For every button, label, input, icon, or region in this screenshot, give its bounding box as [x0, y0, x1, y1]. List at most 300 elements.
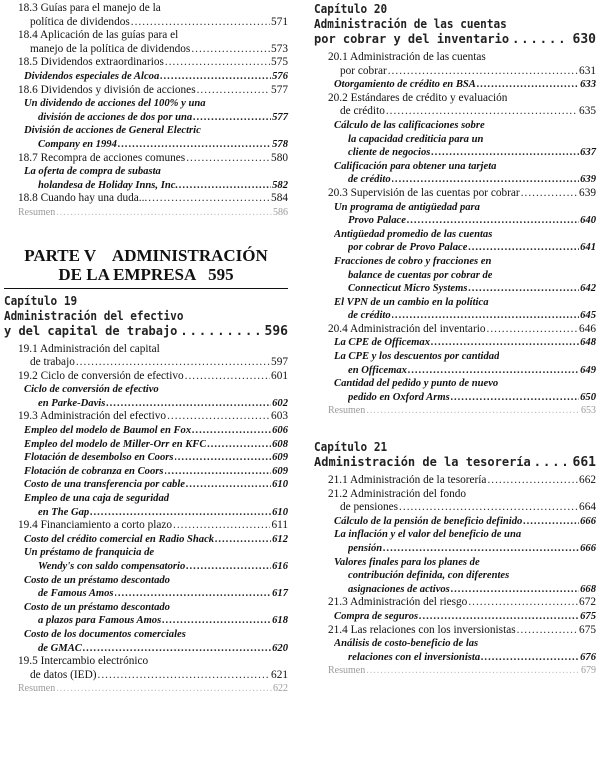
toc-subentry	[4, 506, 288, 520]
entry-page: 640	[580, 215, 596, 227]
chapter-19-entries	[4, 343, 288, 696]
entry-page: 631	[579, 64, 596, 77]
toc-entry	[314, 105, 596, 119]
chapter-page: 630	[572, 32, 596, 47]
entry-title: de datos (IED)	[30, 668, 97, 681]
dot-leader	[193, 111, 271, 125]
entry-page: 635	[579, 105, 596, 118]
dot-leader	[388, 65, 578, 79]
toc-subentry	[314, 569, 596, 583]
entry-page: 601	[271, 369, 288, 382]
entry-title: de GMAC	[38, 642, 82, 654]
dot-leader	[468, 241, 579, 255]
entry-title: 19.1 Administración del capital	[18, 342, 160, 355]
entry-page: 666	[580, 515, 596, 527]
entry-page: 582	[272, 179, 288, 191]
toc-subentry	[4, 642, 288, 656]
entry-title: La inflación y el valor del beneficio de una	[334, 529, 522, 541]
toc-entry	[314, 474, 596, 488]
entry-title: 18.3 Guías para el manejo de la	[18, 2, 161, 14]
dot-leader	[215, 533, 271, 547]
entry-title: por cobrar de Provo Palace	[348, 242, 468, 254]
toc-subentry	[4, 478, 288, 492]
entry-title: 20.4 Administración del inventario	[328, 322, 486, 335]
toc-entry	[4, 43, 288, 57]
toc-subentry	[314, 350, 596, 364]
toc-entry	[314, 65, 596, 79]
entry-title: de pensiones	[340, 501, 399, 514]
entry-page: 675	[580, 610, 596, 622]
dot-leader	[165, 56, 270, 70]
toc-subentry	[4, 546, 288, 560]
entry-page: 675	[579, 623, 596, 636]
dot-leader	[98, 669, 271, 683]
entry-page: 609	[272, 452, 288, 464]
toc-entry	[314, 596, 596, 610]
entry-page: 622	[273, 683, 288, 695]
entry-page: 610	[272, 479, 288, 491]
chapter-title-line	[314, 455, 596, 470]
entry-title: Costo de un préstamo descontado	[24, 601, 170, 613]
entry-title: 21.1 Administración de la tesorería	[328, 474, 487, 487]
toc-entry	[4, 682, 288, 696]
entry-page: 646	[579, 322, 596, 335]
entry-page: 620	[272, 642, 288, 654]
dot-leader	[148, 192, 270, 206]
toc-subentry	[4, 165, 288, 179]
entry-title: 19.3 Administración del efectivo	[18, 410, 167, 423]
entry-title: 18.4 Aplicación de las guías para el	[18, 29, 179, 42]
toc-entry	[4, 655, 288, 669]
entry-title: Empleo del modelo de Miller-Orr en KFC	[24, 438, 207, 450]
dot-leader	[366, 664, 580, 678]
chapter-18-entries	[4, 2, 288, 220]
toc-entry	[4, 152, 288, 166]
dot-leader	[451, 391, 579, 405]
entry-title: Costo de una transferencia por cable	[24, 479, 185, 491]
entry-title: Valores finales para los planes de	[334, 556, 480, 568]
entry-title: 18.8 Cuando hay una duda...	[18, 192, 148, 205]
toc-subentry	[314, 377, 596, 391]
entry-title: 20.2 Estándares de crédito y evaluación	[328, 91, 508, 104]
entry-title: Cálculo de las calificaciones sobre	[334, 119, 485, 131]
entry-page: 648	[580, 337, 596, 349]
toc-entry	[4, 356, 288, 370]
toc-entry	[4, 2, 288, 16]
toc-subentry	[4, 628, 288, 642]
dot-leader	[186, 152, 270, 166]
dot-leader	[534, 455, 570, 470]
toc-subentry	[4, 465, 288, 479]
toc-subentry	[4, 97, 288, 111]
toc-subentry	[4, 70, 288, 84]
dot-leader	[468, 282, 579, 296]
dot-leader	[197, 84, 270, 98]
entry-page: 575	[271, 56, 288, 69]
entry-page: 597	[271, 356, 288, 369]
toc-subentry	[314, 364, 596, 378]
entry-title: Antigüedad promedio de las cuentas	[334, 228, 493, 240]
toc-subentry	[314, 255, 596, 269]
entry-page: 606	[272, 425, 288, 437]
toc-subentry	[314, 160, 596, 174]
entry-title: Costo de los documentos comerciales	[24, 628, 186, 640]
toc-entry	[4, 410, 288, 424]
dot-leader	[468, 596, 578, 610]
entry-title: 20.1 Administración de las cuentas	[328, 51, 486, 63]
toc-subentry	[314, 528, 596, 542]
entry-page: 679	[581, 665, 596, 677]
entry-title: Costo de un préstamo descontado	[24, 574, 170, 586]
entry-page: 577	[271, 83, 288, 96]
toc-subentry	[4, 424, 288, 438]
toc-subentry	[4, 492, 288, 506]
entry-title: Connecticut Micro Systems	[348, 283, 468, 295]
dot-leader	[451, 583, 579, 597]
toc-entry	[314, 92, 596, 106]
entry-page: 653	[581, 405, 596, 417]
entry-page: 608	[272, 438, 288, 450]
entry-page: 610	[272, 506, 288, 518]
dot-leader	[106, 397, 271, 411]
entry-title: 19.4 Financiamiento a corto plazo	[18, 519, 173, 532]
toc-subentry	[4, 614, 288, 628]
dot-leader	[162, 614, 271, 628]
toc-subentry	[314, 583, 596, 597]
entry-page: 664	[579, 501, 596, 514]
toc-entry	[4, 16, 288, 30]
entry-title: cliente de negocios	[348, 147, 431, 159]
dot-leader	[419, 610, 579, 624]
dot-leader	[523, 515, 579, 529]
toc-subentry	[314, 336, 596, 350]
entry-page: 668	[580, 583, 596, 595]
entry-title: de crédito	[348, 310, 391, 322]
entry-title: Costo del crédito comercial en Radio Shack	[24, 533, 215, 545]
dot-leader	[399, 501, 578, 515]
entry-title: 21.2 Administración del fondo	[328, 487, 467, 500]
entry-title: Resumen	[18, 683, 56, 695]
dot-leader	[167, 410, 270, 424]
dot-leader	[477, 78, 579, 92]
dot-leader	[521, 187, 578, 201]
entry-title: por cobrar	[340, 64, 387, 77]
toc-entry	[314, 501, 596, 515]
dot-leader	[90, 506, 271, 520]
dot-leader	[487, 474, 578, 488]
entry-title: Company en 1994	[38, 138, 117, 150]
entry-page: 612	[272, 533, 288, 545]
entry-title: 18.6 Dividendos y división de acciones	[18, 83, 196, 96]
entry-page: 586	[273, 206, 288, 218]
toc-subentry	[314, 515, 596, 529]
entry-title: de Famous Amos	[38, 588, 114, 600]
dot-leader	[192, 424, 271, 438]
dot-leader	[175, 451, 272, 465]
toc-subentry	[314, 269, 596, 283]
part-heading	[4, 246, 288, 284]
entry-page: 603	[271, 410, 288, 423]
entry-title: Dividendos especiales de Alcoa	[24, 70, 160, 82]
toc-subentry	[314, 119, 596, 133]
toc-entry	[4, 84, 288, 98]
entry-page: 649	[580, 364, 596, 376]
entry-title: Cálculo de la pensión de beneficio definido	[334, 515, 523, 527]
dot-leader	[191, 43, 270, 57]
part-heading-line2: DE LA EMPRESA 595	[58, 264, 234, 284]
toc-subentry	[4, 138, 288, 152]
dot-leader	[180, 324, 261, 339]
chapter-label: Capítulo 21	[314, 440, 388, 455]
toc-entry	[314, 488, 596, 502]
entry-page: 611	[271, 519, 288, 532]
toc-subentry	[314, 133, 596, 147]
dot-leader	[487, 323, 579, 337]
entry-title: balance de cuentas por cobrar de	[348, 269, 493, 281]
entry-page: 672	[579, 596, 596, 609]
entry-title: en Parke-Davis	[38, 397, 106, 409]
entry-title: 21.4 Las relaciones con los inversionistas	[328, 623, 516, 636]
chapter-page: 661	[572, 455, 596, 471]
toc-subentry	[314, 309, 596, 323]
entry-page: 639	[579, 186, 596, 199]
part-divider	[4, 288, 288, 289]
dot-leader	[56, 682, 272, 696]
toc-subentry	[4, 587, 288, 601]
toc-entry	[4, 192, 288, 206]
toc-subentry	[4, 124, 288, 138]
entry-title: pedido en Oxford Arms	[348, 391, 450, 403]
toc-subentry	[4, 383, 288, 397]
toc-subentry	[314, 201, 596, 215]
entry-title: Resumen	[328, 665, 366, 677]
entry-title: de trabajo	[30, 356, 75, 369]
dot-leader	[407, 214, 579, 228]
dot-leader	[76, 356, 270, 370]
entry-title: 18.5 Dividendos extraordinarios	[18, 56, 164, 69]
part-heading-line1: PARTE V ADMINISTRACIÓN	[24, 245, 268, 265]
entry-title: la capacidad crediticia para un	[348, 133, 484, 145]
dot-leader	[131, 16, 270, 30]
entry-title: relaciones con el inversionista	[348, 651, 481, 663]
entry-title: 18.7 Recompra de acciones comunes	[18, 151, 186, 164]
chapter-page: 596	[264, 323, 288, 339]
entry-title: manejo de la política de dividendos	[30, 42, 191, 55]
entry-title: pensión	[348, 543, 383, 554]
entry-title: división de acciones de dos por una	[38, 111, 193, 123]
entry-page: 642	[580, 283, 596, 295]
toc-entry	[314, 187, 596, 201]
chapter-title-text: y del capital de trabajo	[4, 323, 178, 338]
toc-subentry	[314, 78, 596, 92]
chapter-title-line	[4, 324, 288, 339]
entry-title: 20.3 Supervisión de las cuentas por cobrar	[328, 186, 520, 199]
entry-title: contribución definida, con diferentes	[348, 570, 510, 582]
entry-title: División de acciones de General Electric	[24, 125, 201, 137]
toc-subentry	[314, 173, 596, 187]
dot-leader	[481, 651, 579, 665]
dot-leader	[173, 519, 270, 533]
entry-page: 617	[272, 588, 288, 600]
entry-page: 641	[580, 242, 596, 254]
entry-title: Un dividendo de acciones del 100% y una	[24, 98, 206, 110]
entry-title: política de dividendos	[30, 15, 130, 28]
chapter-title-text: por cobrar y del inventario	[314, 32, 510, 46]
entry-page: 645	[580, 310, 596, 322]
toc-subentry	[314, 556, 596, 570]
entry-page: 666	[580, 543, 596, 554]
toc-entry	[4, 669, 288, 683]
toc-subentry	[314, 391, 596, 405]
entry-title: Resumen	[328, 405, 366, 417]
entry-page: 637	[580, 147, 596, 159]
toc-subentry	[4, 111, 288, 125]
toc-entry	[314, 404, 596, 418]
toc-subentry	[314, 282, 596, 296]
chapter-21-entries	[314, 474, 596, 678]
entry-title: Empleo de una caja de seguridad	[24, 493, 170, 505]
toc-entry	[314, 664, 596, 678]
toc-entry	[4, 206, 288, 220]
dot-leader	[186, 560, 271, 574]
toc-subentry	[4, 601, 288, 615]
entry-title: Un préstamo de franquicia de	[24, 547, 155, 559]
chapter-label: Capítulo 20	[314, 2, 388, 16]
dot-leader	[431, 146, 579, 160]
dot-leader	[56, 206, 272, 220]
toc-subentry	[4, 574, 288, 588]
entry-page: 578	[272, 138, 288, 150]
entry-title: 21.3 Administración del riesgo	[328, 596, 468, 609]
toc-subentry	[314, 542, 596, 556]
toc-entry	[4, 370, 288, 384]
entry-title: Provo Palace	[348, 215, 406, 227]
entry-title: Calificación para obtener una tarjeta	[334, 160, 497, 172]
entry-title: Ciclo de conversión de efectivo	[24, 384, 159, 396]
dot-leader	[118, 138, 271, 152]
toc-subentry	[314, 146, 596, 160]
entry-title: Resumen	[18, 206, 56, 218]
entry-page: 602	[272, 397, 288, 409]
toc-subentry	[4, 179, 288, 193]
entry-page: 580	[271, 151, 288, 164]
entry-title: Compra de seguros	[334, 610, 419, 622]
entry-page: 618	[272, 615, 288, 627]
toc-subentry	[314, 241, 596, 255]
toc-entry	[4, 519, 288, 533]
toc-subentry	[314, 637, 596, 651]
toc-subentry	[4, 438, 288, 452]
entry-title: El VPN de un cambio en la política	[334, 296, 489, 308]
dot-leader	[115, 587, 272, 601]
toc-subentry	[4, 397, 288, 411]
entry-page: 584	[271, 192, 288, 205]
toc-entry	[314, 624, 596, 638]
dot-leader	[517, 624, 578, 638]
dot-leader	[386, 105, 578, 119]
entry-page: 571	[271, 15, 288, 28]
entry-title: 19.5 Intercambio electrónico	[18, 655, 149, 668]
entry-page: 609	[272, 465, 288, 477]
toc-entry	[314, 51, 596, 65]
toc-subentry	[4, 560, 288, 574]
entry-title: Empleo del modelo de Baumol en Fox	[24, 425, 192, 437]
entry-title: La CPE y los descuentos por cantidad	[334, 351, 500, 363]
toc-subentry	[314, 651, 596, 665]
entry-title: 19.2 Ciclo de conversión de efectivo	[18, 369, 184, 382]
entry-page: 650	[580, 391, 596, 403]
toc-entry	[4, 56, 288, 70]
entry-title: en The Gap	[38, 506, 90, 518]
toc-entry	[4, 29, 288, 43]
right-column	[314, 2, 596, 678]
dot-leader	[431, 336, 579, 350]
dot-leader	[207, 438, 271, 452]
entry-title: de crédito	[348, 174, 391, 186]
toc-subentry	[314, 228, 596, 242]
toc-entry	[4, 343, 288, 357]
toc-subentry	[314, 610, 596, 624]
left-column	[4, 2, 288, 696]
entry-page: 633	[580, 79, 596, 91]
entry-title: Otorgamiento de crédito en BSA	[334, 79, 476, 91]
dot-leader	[185, 370, 270, 384]
entry-title: holandesa de Holiday Inns, Inc.	[38, 179, 179, 191]
entry-title: La oferta de compra de subasta	[24, 166, 161, 178]
dot-leader	[392, 173, 579, 187]
chapter-title-text: Administración de la tesorería	[314, 455, 531, 470]
dot-leader	[512, 32, 569, 47]
dot-leader	[383, 542, 579, 556]
toc-entry	[314, 323, 596, 337]
entry-page: 616	[272, 561, 288, 572]
chapter-title-line	[314, 32, 596, 47]
entry-page: 662	[579, 474, 596, 487]
entry-title: Flotación de cobranza en Coors	[24, 465, 164, 477]
entry-title: Cantidad del pedido y punto de nuevo	[334, 378, 499, 390]
dot-leader	[408, 364, 579, 378]
entry-page: 577	[272, 111, 288, 123]
entry-title: de crédito	[340, 105, 385, 118]
dot-leader	[160, 70, 271, 84]
entry-page: 573	[271, 42, 288, 55]
toc-subentry	[314, 214, 596, 228]
dot-leader	[392, 309, 579, 323]
toc-subentry	[4, 451, 288, 465]
dot-leader	[186, 478, 271, 492]
chapter-title: Administración de las cuentas	[314, 17, 507, 31]
entry-title: Fracciones de cobro y fracciones en	[334, 255, 492, 267]
chapter-label: Capítulo 19	[4, 293, 78, 308]
toc-subentry	[314, 296, 596, 310]
entry-page: 639	[580, 174, 596, 186]
entry-title: en Officemax	[348, 364, 407, 376]
entry-title: Flotación de desembolso en Coors	[24, 452, 174, 464]
toc-subentry	[4, 533, 288, 547]
chapter-title: Administración del efectivo	[4, 308, 184, 323]
entry-page: 621	[271, 668, 288, 681]
dot-leader	[366, 404, 580, 418]
entry-title: La CPE de Officemax	[334, 337, 431, 349]
dot-leader	[165, 465, 272, 479]
chapter-20-entries	[314, 51, 596, 418]
entry-title: a plazos para Famous Amos	[38, 615, 162, 627]
entry-title: asignaciones de activos	[348, 583, 450, 595]
dot-leader	[83, 642, 271, 656]
entry-title: Análisis de costo-beneficio de las	[334, 638, 479, 650]
entry-page: 676	[580, 651, 596, 663]
dot-leader	[179, 179, 271, 193]
